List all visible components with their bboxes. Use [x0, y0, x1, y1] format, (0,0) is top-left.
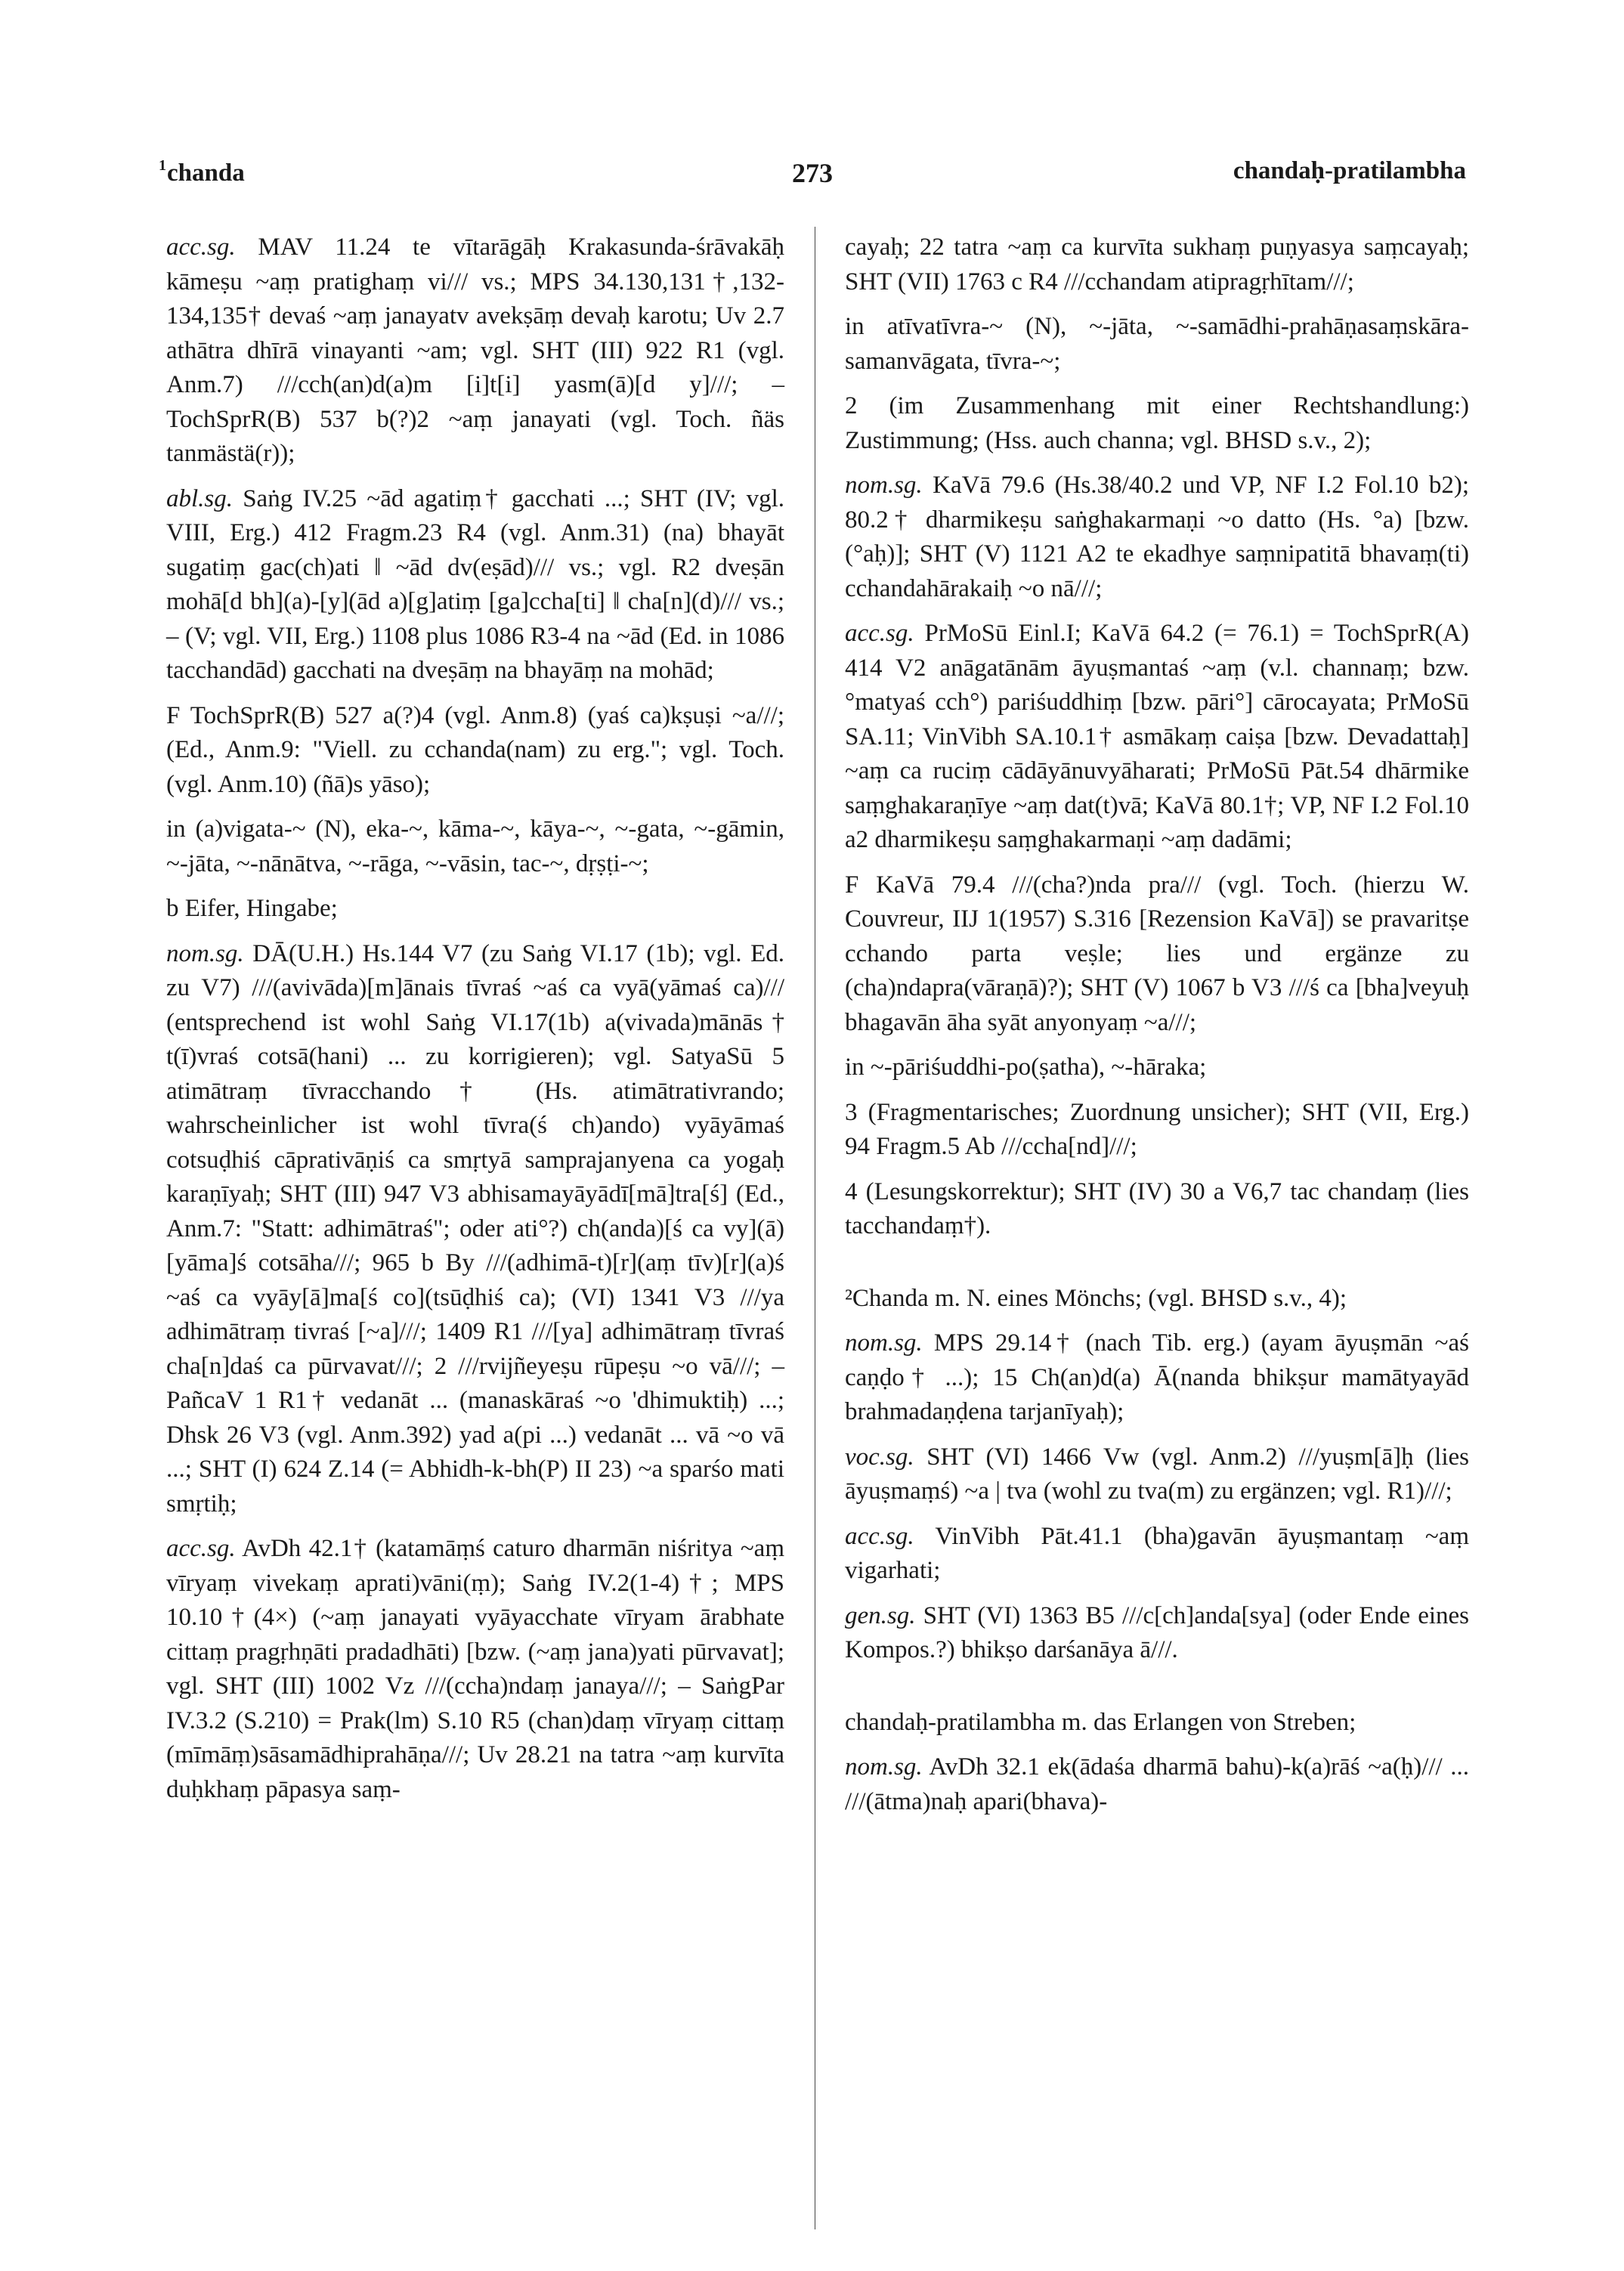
entry-text: in (a)vigata-~ (N), eka-~, kāma-~, kāya-~, ~-gata, ~-gāmin, ~-jāta, ~-nānātva, ~-rāga, ~-vāsin, tac-~, dṛṣṭi-~;	[166, 815, 784, 877]
grammatical-label: acc.sg.	[845, 620, 914, 647]
entry-paragraph	[845, 1520, 1469, 1589]
entry-paragraph	[845, 868, 1469, 1041]
entry-text: SHT (VI) 1466 Vw (vgl. Anm.2) ///yuṣm[ā]ḥ (lies āyuṣmaṃś) ~a | tva (wohl zu tva(m) zu ergänzen; vgl. R1)///;	[845, 1443, 1469, 1505]
entry-text: F KaVā 79.4 ///(cha?)nda pra/// (vgl. Toch. (hierzu W. Couvreur, IIJ 1(1957) S.316 [Rezension KaVā]) se pravaritṣe cchando parta veṣle; lies und ergänze zu (cha)ndapra(vāraṇā)?); SHT (V) 1067 b V3 ///ś ca [bha]veyuḥ bhagavān āha syāt anyonyaṃ ~a///;	[845, 871, 1469, 1036]
grammatical-label: voc.sg.	[845, 1443, 914, 1471]
page-number: 273	[792, 158, 833, 188]
entry-paragraph	[166, 231, 784, 472]
entry-paragraph	[845, 389, 1469, 458]
right-column	[845, 231, 1469, 1830]
entry-paragraph	[845, 310, 1469, 379]
entry-paragraph	[845, 1326, 1469, 1430]
entry-text: DĀ(U.H.) Hs.144 V7 (zu Saṅg VI.17 (1b); vgl. Ed. zu V7) ///(avivāda)[m]ānais tīvraś ~aś ca vyā(yāmaś ca)/// (entsprechend ist wohl Saṅg VI.17(1b) a(vivada)mānās† t(ī)vraś cotsā(hani) ... zu korrigieren); vgl. SatyaSū 5 atimātraṃ tīvracchando† (Hs. atimātrativrando; wahrscheinlicher ist wohl tīvra(ś ch)ando) vyāyāmaś cotsuḍhiś cāprativāṇiś ca smṛtyā samprajanyena ca yogaḥ karaṇīyaḥ; SHT (III) 947 V3 abhisamayāyādī[mā]tra[ś] (Ed., Anm.7: "Statt: adhimātraś"; oder ati°?) ch(anda)[ś ca vy](ā)[yāma]ś cotsāha///; 965 b By ///(adhimā-t)[r](aṃ tīv)[r](a)ś ~aś ca vyāy[ā]ma[ś co](tsūḍhiś ca); (VI) 1341 V3 ///ya adhimātraṃ tivraś [~a]///; 1409 R1 ///[ya] adhimātraṃ tīvraś cha[n]daś ca pūrvavat///; 2 ///rvijñeyeṣu rūpeṣu ~o vā///; – PañcaV 1 R1† vedanāt ... (manaskāraś ~o 'dhimuktiḥ) ...; Dhsk 26 V3 (vgl. Anm.392) yad a(pi ...) vedanāt ... vā ~o vā ...; SHT (I) 624 Z.14 (= Abhidh-k-bh(P) II 23) ~a sparśo mati smṛtiḥ;	[166, 939, 784, 1518]
entry-text: ²Chanda m. N. eines Mönchs; (vgl. BHSD s.v., 4);	[845, 1284, 1347, 1312]
entry-paragraph	[166, 812, 784, 881]
header-superscript: 1	[159, 157, 166, 174]
entry-text: in atīvatīvra-~ (N), ~-jāta, ~-samādhi-prahāṇasaṃskāra-samanvāgata, tīvra-~;	[845, 313, 1469, 375]
entry-text: MPS 29.14† (nach Tib. erg.) (ayam āyuṣmān ~aś caṇḍo† ...); 15 Ch(an)d(a) Ā(nanda bhikṣur mamātyayād brahmadaṇḍena tarjanīyaḥ);	[845, 1329, 1470, 1425]
header-right-headword: chandaḥ-pratilambha	[1233, 157, 1466, 184]
entry-text: 3 (Fragmentarisches; Zuordnung unsicher); SHT (VII, Erg.) 94 Fragm.5 Ab ///ccha[nd]///;	[845, 1098, 1469, 1160]
entry-paragraph	[845, 469, 1469, 606]
entry-paragraph	[845, 1599, 1469, 1668]
entry-text: chandaḥ-pratilambha m. das Erlangen von Streben;	[845, 1708, 1356, 1736]
entry-text: 2 (im Zusammenhang mit einer Rechtshandlung:) Zustimmung; (Hss. auch channa; vgl. BHSD s.v., 2);	[845, 392, 1469, 454]
entry-text: cayaḥ; 22 tatra ~aṃ ca kurvīta sukhaṃ puṇyasya saṃcayaḥ; SHT (VII) 1763 c R4 ///cchandam atipragṛhītam///;	[845, 234, 1469, 295]
entry-paragraph	[845, 231, 1469, 299]
entry-text: AvDh 42.1† (katamāṃś caturo dharmān niśritya ~aṃ vīryaṃ vivekaṃ aprati)vāni(ṃ); Saṅg IV.2(1-4)†; MPS 10.10†(4×) (~aṃ janayati vyāyacchate vīryam ārabhate cittaṃ pragṛhṇāti pradadhāti) [bzw. (~aṃ jana)yati pūrvavat]; vgl. SHT (III) 1002 Vz ///(ccha)ndaṃ janaya///; – SaṅgPar IV.3.2 (S.210) = Prak(lm) S.10 R5 (chan)daṃ vīryaṃ cittaṃ (mīmāṃ)sāsamādhiprahāṇa///; Uv 28.21 na tatra ~aṃ kurvīta duḥkhaṃ pāpasya saṃ-	[166, 1535, 784, 1803]
entry-text: F TochSprR(B) 527 a(?)4 (vgl. Anm.8) (yaś ca)kṣuṣi ~a///; (Ed., Anm.9: "Viell. zu cchanda(nam) zu erg."; vgl. Toch. (vgl. Anm.10) (ñā)s yāso);	[166, 701, 784, 798]
entry-text: VinVibh Pāt.41.1 (bha)gavān āyuṣmantaṃ ~aṃ vigarhati;	[845, 1522, 1469, 1584]
entry-paragraph	[166, 699, 784, 803]
grammatical-label: nom.sg.	[845, 1753, 923, 1781]
entry-paragraph	[166, 482, 784, 688]
entry-paragraph	[845, 1050, 1469, 1085]
entry-text: 4 (Lesungskorrektur); SHT (IV) 30 a V6,7 tac chandaṃ (lies tacchandaṃ†).	[845, 1177, 1469, 1239]
entry-text: b Eifer, Hingabe;	[166, 895, 338, 922]
grammatical-label: nom.sg.	[845, 472, 923, 499]
entry-paragraph	[845, 1282, 1469, 1316]
entry-text: Saṅg IV.25 ~ād agatiṃ† gacchati ...; SHT (IV; vgl. VIII, Erg.) 412 Fragm.23 R4 (vgl. Anm.31) (na) bhayāt sugatiṃ gac(ch)ati ‖ ~ād dv(eṣād)/// vs.; vgl. R2 dveṣān mohā[d bh](a)-[y](ād a)[g]atiṃ [ga]ccha[ti] ‖ cha[n](d)/// vs.; – (V; vgl. VII, Erg.) 1108 plus 1086 R3-4 na ~ād (Ed. in 1086 tacchandād) gacchati na dveṣāṃ na bhayāṃ na mohād;	[166, 484, 785, 684]
entry-text: SHT (VI) 1363 B5 ///c[ch]anda[sya] (oder Ende eines Kompos.?) bhikṣo darśanāya ā///.	[845, 1601, 1469, 1663]
grammatical-label: abl.sg.	[166, 484, 234, 512]
entry-paragraph	[845, 617, 1469, 858]
entry-text: MAV 11.24 te vītarāgāḥ Krakasunda-śrāvakāḥ kāmeṣu ~aṃ pratighaṃ vi/// vs.; MPS 34.130,131†,132-134,135† devaś ~aṃ janayatv avekṣāṃ devaḥ karotu; Uv 2.7 athātra dhīrā vinayanti ~am; vgl. SHT (III) 922 R1 (vgl. Anm.7) ///cch(an)d(a)m [i]t[i] yasm(ā)[d y]///; – TochSprR(B) 537 b(?)2 ~aṃ janayati (vgl. Toch. ñäs tanmästä(r));	[166, 234, 784, 467]
entry-paragraph	[845, 1706, 1469, 1740]
grammatical-label: acc.sg.	[845, 1522, 914, 1550]
entry-paragraph	[166, 892, 784, 927]
entry-paragraph	[845, 1750, 1469, 1819]
entry-paragraph	[166, 937, 784, 1522]
left-column	[166, 231, 784, 1818]
grammatical-label: acc.sg.	[166, 234, 236, 261]
grammatical-label: acc.sg.	[166, 1535, 236, 1562]
entry-text: KaVā 79.6 (Hs.38/40.2 und VP, NF I.2 Fol.10 b2); 80.2† dharmikeṣu saṅghakarmaṇi ~o datto (Hs. °a) [bzw. (°aḥ)]; SHT (V) 1121 A2 te ekadhye saṃnipatitā bhavaṃ(ti) cchandahārakaiḥ ~o nā///;	[845, 472, 1470, 602]
grammatical-label: gen.sg.	[845, 1601, 916, 1629]
entry-text: AvDh 32.1 ek(ādaśa dharmā bahu)-k(a)rāś ~a(ḥ)/// ... ///(ātma)naḥ apari(bhava)-	[845, 1753, 1469, 1815]
entry-paragraph	[845, 1175, 1469, 1244]
entry-paragraph	[845, 1440, 1469, 1509]
header-left-headword: $^1$chanda	[159, 157, 245, 187]
entry-text: in ~-pāriśuddhi-po(ṣatha), ~-hāraka;	[845, 1054, 1207, 1081]
entry-paragraph	[845, 1096, 1469, 1165]
grammatical-label: nom.sg.	[166, 939, 244, 967]
entry-paragraph	[166, 1532, 784, 1807]
page-header	[159, 157, 1466, 203]
grammatical-label: nom.sg.	[845, 1329, 923, 1357]
entry-text: PrMoSū Einl.I; KaVā 64.2 (= 76.1) = TochSprR(A) 414 V2 anāgatānām āyuṣmantaś ~aṃ (v.l. channaṃ; bzw. °matyaś cch°) pariśuddhiṃ [bzw. pāri°] cārocayata; PrMoSū SA.11; VinVibh SA.10.1† asmākaṃ caiṣa [bzw. Devadattaḥ] ~aṃ ca ruciṃ cādāyānuvyāharati; PrMoSū Pāt.54 dhārmike saṃghakaraṇīye ~aṃ dat(t)vā; KaVā 80.1†; VP, NF I.2 Fol.10 a2 dharmikeṣu saṃghakarmaṇi ~aṃ dadāmi;	[845, 620, 1470, 853]
